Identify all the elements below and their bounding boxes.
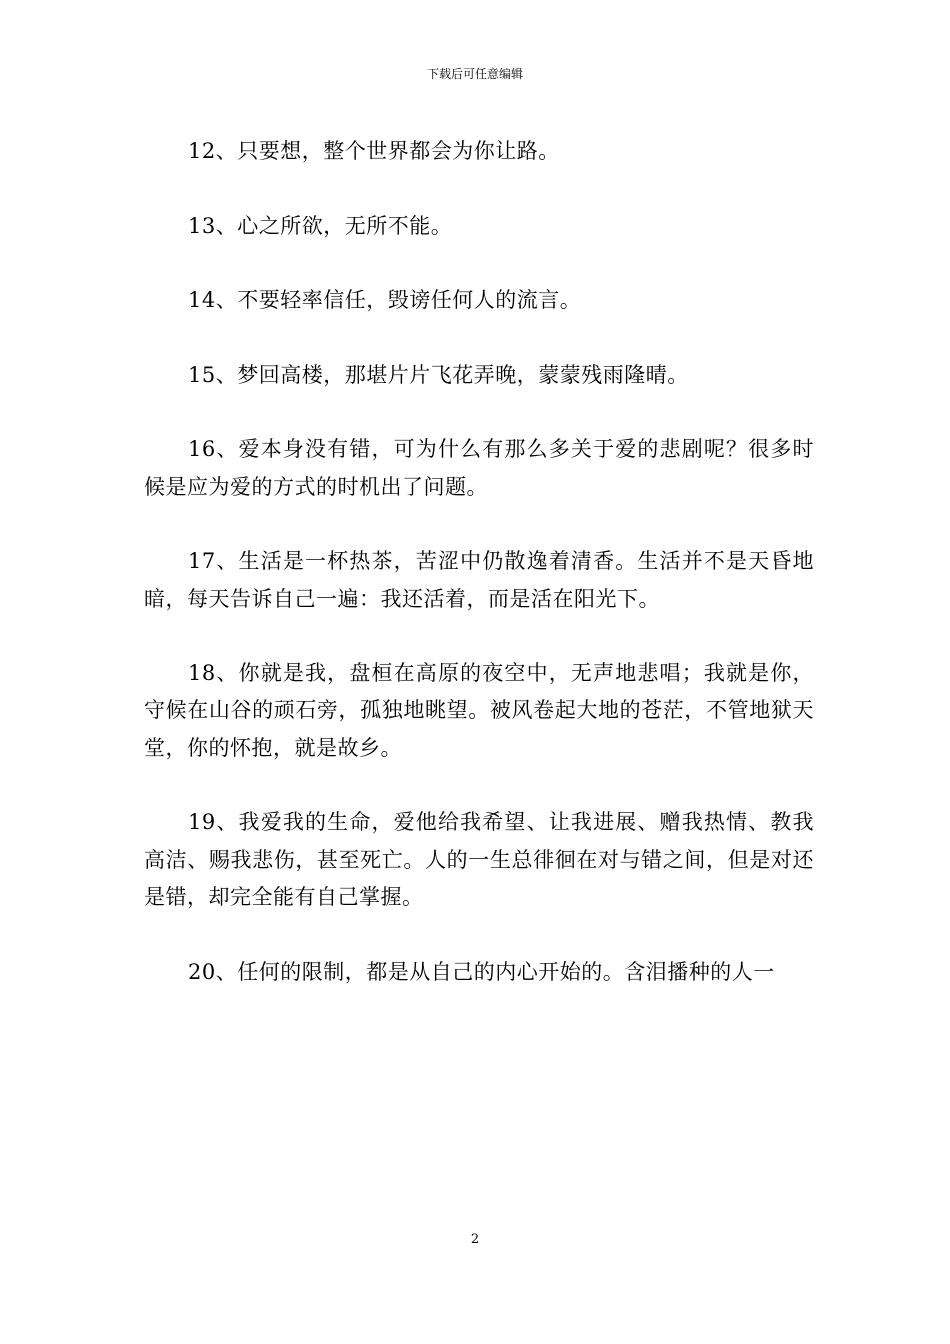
- paragraph-20: 20、任何的限制，都是从自己的内心开始的。含泪播种的人一: [188, 959, 775, 984]
- paragraph-13: 13、心之所欲，无所不能。: [188, 213, 453, 238]
- document-body: [144, 133, 814, 991]
- paragraph-18: 18、你就是我，盘桓在高原的夜空中，无声地悲唱；我就是你，守候在山谷的顽石旁，孤独地眺望。被风卷起大地的苍茫，不管地狱天堂，你的怀抱，就是故乡。: [144, 661, 814, 760]
- paragraph-12: 12、只要想，整个世界都会为你让路。: [188, 139, 560, 163]
- paragraph-19: 19、我爱我的生命，爱他给我希望、让我进展、赠我热情、教我高洁、赐我悲伤，甚至死亡。人的一生总徘徊在对与错之间，但是对还是错，却完全能有自己掌握。: [144, 810, 814, 909]
- paragraph-17: 17、生活是一杯热茶，苦涩中仍散逸着清香。生活并不是天昏地暗，每天告诉自己一遍：我还活着，而是活在阳光下。: [144, 549, 814, 611]
- page-header: 下载后可任意编辑: [426, 67, 523, 81]
- paragraph-16: 16、爱本身没有错，可为什么有那么多关于爱的悲剧呢？很多时候是应为爱的方式的时机出了问题。: [144, 437, 814, 499]
- page-number: 2: [470, 1232, 480, 1247]
- paragraph-15: 15、梦回高楼，那堪片片飞花弄晚，蒙蒙残雨隆晴。: [188, 362, 689, 387]
- paragraph-14: 14、不要轻率信任，毁谤任何人的流言。: [188, 288, 582, 313]
